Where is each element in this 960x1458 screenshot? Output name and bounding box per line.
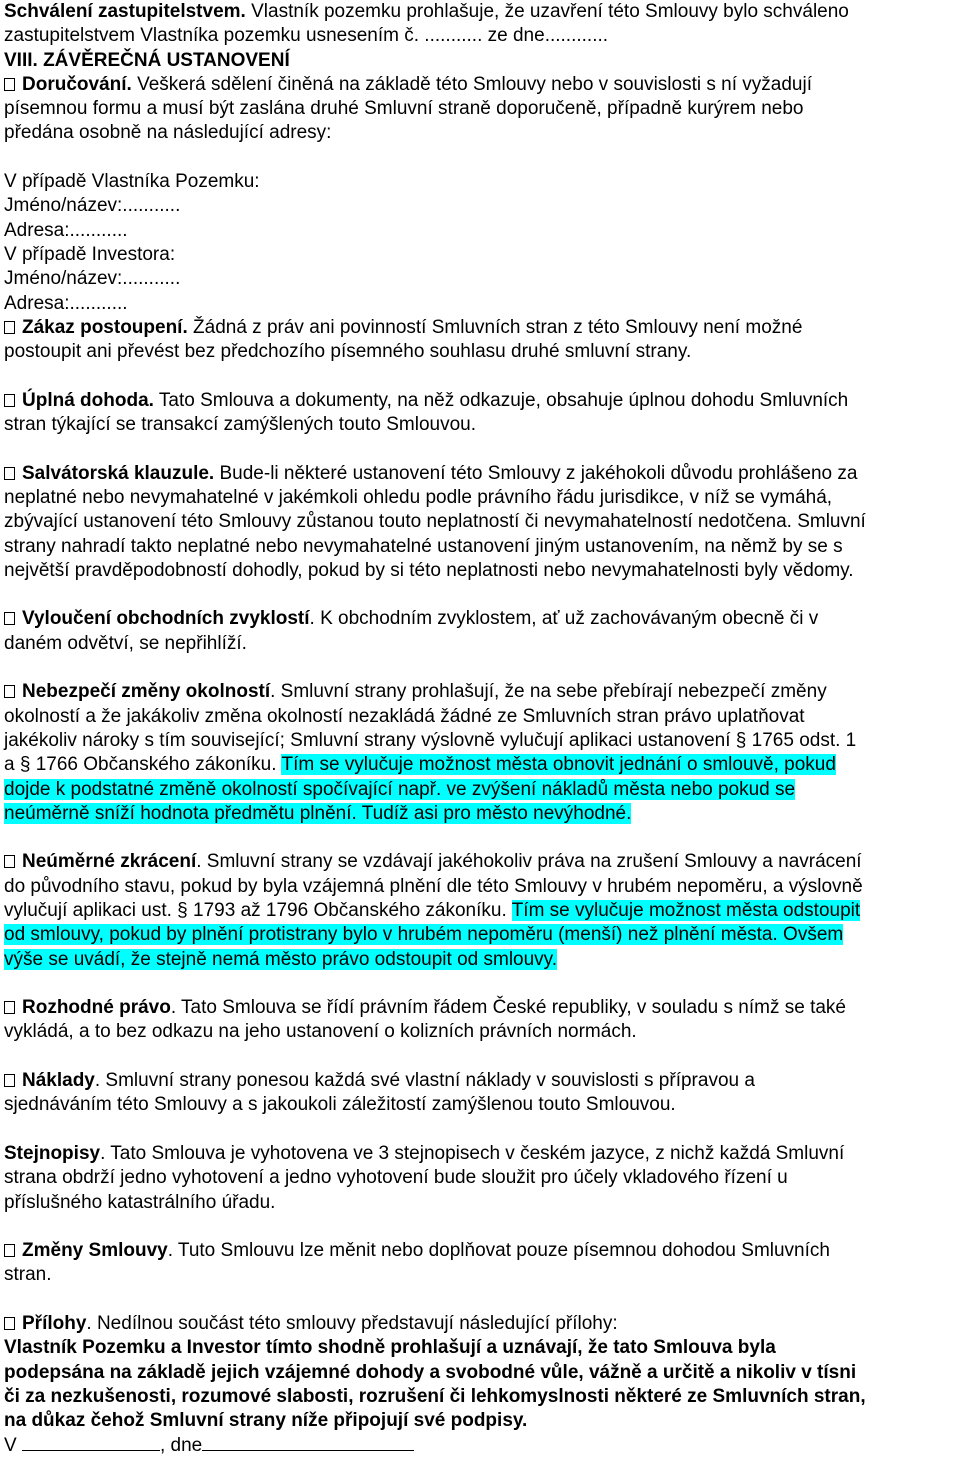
amendments-clause — [4, 1239, 956, 1288]
bullet-box-icon — [4, 1001, 15, 1014]
trade-usage-text-1: . K obchodním zvyklostem, ať už zachovávaným obecně či v — [309, 608, 819, 630]
address-investor-name: Jméno/název:........... — [4, 268, 181, 290]
bullet-box-icon — [4, 1317, 15, 1330]
highlighted-comment: výše se uvádí, že stejně nemá město právo odstoupit od smlouvy. — [4, 948, 558, 970]
address-investor-heading: V případě Investora: — [4, 243, 176, 265]
approval-title: Schválení zastupitelstvem. — [4, 1, 246, 22]
circumstances-title: Nebezpečí změny okolností — [22, 681, 271, 703]
costs-clause — [4, 1069, 956, 1118]
costs-text-2: sjednáváním této Smlouvy a s jakoukoli záležitostí zamýšlenou touto Smlouvou. — [4, 1094, 676, 1116]
governing-law-clause — [4, 996, 956, 1045]
governing-law-title: Rozhodné právo — [22, 997, 171, 1019]
severability-text-3: zbývající ustanovení této Smlouvy zůstanou touto neplatností či nevymahatelností nedotčena. Smluvní — [4, 511, 866, 533]
amendments-text-1: . Tuto Smlouvu lze měnit nebo doplňovat pouze písemnou dohodou Smluvních — [167, 1240, 830, 1262]
bullet-box-icon — [4, 612, 15, 625]
circumstances-text-3: jakékoliv nároky s tím související; Smluvní strany výslovně vylučují aplikaci ustanovení § 1765 odst. 1 — [4, 729, 857, 751]
section-heading: VIII. ZÁVĚREČNÁ USTANOVENÍ — [4, 49, 290, 71]
assignment-ban-clause — [4, 316, 956, 365]
assignment-ban-title: Zákaz postoupení. — [22, 316, 188, 338]
attachments-text-1: . Nedílnou součást této smlouvy představují následující přílohy: — [86, 1313, 618, 1335]
disproportion-text-2: do původního stavu, pokud by byla vzájemná plnění dle této Smlouvy v hrubém nepoměru, a výslovně — [4, 875, 863, 897]
signature-place-date — [4, 1434, 956, 1458]
severability-text-1: Bude-li některé ustanovení této Smlouvy z jakéhokoli důvodu prohlášeno za — [214, 462, 858, 484]
severability-text-5: největší pravděpodobností dohodly, pokud by si této neplatnosti nebo nevymahatelnosti byly vědomy. — [4, 559, 854, 581]
disproportion-text-1: . Smluvní strany se vzdávají jakéhokoliv práva na zrušení Smlouvy a navrácení — [196, 851, 862, 873]
delivery-text-1: Veškerá sdělení činěná na základě této Smlouvy nebo v souvislosti s ní vyžadují — [131, 73, 812, 95]
delivery-clause — [4, 73, 956, 316]
bullet-box-icon — [4, 467, 15, 480]
bullet-box-icon — [4, 394, 15, 407]
entire-agreement-clause — [4, 389, 956, 438]
place-blank — [22, 1434, 160, 1451]
delivery-title: Doručování. — [22, 73, 132, 95]
entire-agreement-text-2: stran týkající se transakcí zamýšlených touto Smlouvou. — [4, 414, 477, 436]
highlighted-comment: od smlouvy, pokud by plnění protistrany bylo v hrubém nepoměru (menší) než plnění města. Ovšem — [4, 924, 844, 946]
counterparts-text-1: . Tato Smlouva je vyhotovena ve 3 stejnopisech v českém jazyce, z nichž každá Smluvní — [100, 1142, 845, 1164]
assignment-ban-text-2: postoupit ani převést bez předchozího písemného souhlasu druhé smluvní strany. — [4, 341, 692, 363]
entire-agreement-title: Úplná dohoda. — [22, 389, 154, 411]
address-owner-address: Adresa:........... — [4, 219, 128, 241]
bullet-box-icon — [4, 1074, 15, 1087]
disproportion-clause — [4, 850, 956, 971]
declaration-text-4: na důkaz čehož Smluvní strany níže připojují své podpisy. — [4, 1410, 528, 1432]
disproportion-title: Neúměrné zkrácení — [22, 851, 197, 873]
date-label: , dne — [159, 1434, 203, 1456]
date-blank — [202, 1434, 414, 1451]
counterparts-text-3: příslušného katastrálního úřadu. — [4, 1191, 276, 1213]
amendments-text-2: stran. — [4, 1264, 52, 1286]
circumstances-text-2: okolností a že jakákoliv změna okolností nezakládá žádné ze Smluvních stran právo uplatňovat — [4, 705, 805, 727]
severability-text-2: neplatné nebo nevymahatelné v jakémkoli ohledu podle právního řádu jurisdikce, v níž se vymáhá, — [4, 486, 833, 508]
circumstances-text-1: . Smluvní strany prohlašují, že na sebe přebírají nebezpečí změny — [270, 681, 827, 703]
entire-agreement-text-1: Tato Smlouva a dokumenty, na něž odkazuje, obsahuje úplnou dohodu Smluvních — [153, 389, 849, 411]
severability-clause — [4, 462, 956, 583]
attachments-clause — [4, 1312, 956, 1433]
bullet-box-icon — [4, 78, 15, 91]
disproportion-text-3: vylučují aplikaci ust. § 1793 až 1796 Občanského zákoníku. — [4, 899, 512, 921]
approval-clause — [4, 0, 956, 49]
delivery-text-3: předána osobně na následující adresy: — [4, 122, 332, 144]
bullet-box-icon — [4, 1244, 15, 1257]
assignment-ban-text-1: Žádná z práv ani povinností Smluvních stran z této Smlouvy není možné — [187, 316, 803, 338]
costs-title: Náklady — [22, 1070, 95, 1092]
bullet-box-icon — [4, 321, 15, 334]
governing-law-text-1: . Tato Smlouva se řídí právním řádem České republiky, v souladu s nímž se také — [170, 997, 846, 1019]
trade-usage-text-2: daném odvětví, se nepřihlíží. — [4, 632, 247, 654]
declaration-text-2: podepsána na základě jejich vzájemné dohody a svobodné vůle, vážně a určitě a nikoliv v tísni — [4, 1361, 857, 1383]
place-label: V — [4, 1434, 17, 1456]
delivery-text-2: písemnou formu a musí být zaslána druhé Smluvní straně doporučeně, případně kurýrem nebo — [4, 98, 804, 120]
change-of-circumstances-clause — [4, 680, 956, 826]
counterparts-clause — [4, 1142, 956, 1215]
declaration-text-3: či za nezkušenosti, rozumové slabosti, rozrušení či lehkomyslnosti některé ze Smluvních stran, — [4, 1385, 866, 1407]
declaration-text-1: Vlastník Pozemku a Investor tímto shodně prohlašují a uznávají, že tato Smlouva byla — [4, 1337, 776, 1359]
approval-text-1: Vlastník pozemku prohlašuje, že uzavření této Smlouvy bylo schváleno — [245, 1, 849, 22]
severability-text-4: strany nahradí takto neplatné nebo nevymahatelné ustanovení jiným ustanovením, na němž by se s — [4, 535, 843, 557]
bullet-box-icon — [4, 855, 15, 868]
highlighted-comment: neúměrně sníží hodnota předmětu plnění. Tudíž asi pro město nevýhodné. — [4, 802, 632, 824]
address-owner-name: Jméno/název:........... — [4, 195, 181, 217]
circumstances-text-4: a § 1766 Občanského zákoníku. — [4, 754, 282, 776]
approval-text-2: zastupitelstvem Vlastníka pozemku usnesením č. ........... ze dne............ — [4, 25, 609, 47]
highlighted-comment: Tím se vylučuje možnost města odstoupit — [511, 899, 861, 921]
attachments-title: Přílohy — [22, 1313, 87, 1335]
highlighted-comment: dojde k podstatné změně okolností spočívající např. ve zvýšení nákladů města nebo pokud se — [4, 778, 796, 800]
severability-title: Salvátorská klauzule. — [22, 462, 215, 484]
counterparts-text-2: strana obdrží jedno vyhotovení a jedno vyhotovení bude sloužit pro účely vkladového řízení u — [4, 1167, 788, 1189]
governing-law-text-2: vykládá, a to bez odkazu na jeho ustanovení o kolizních právních normách. — [4, 1021, 637, 1043]
costs-text-1: . Smluvní strany ponesou každá své vlastní náklady v souvislosti s přípravou a — [94, 1070, 755, 1092]
highlighted-comment: Tím se vylučuje možnost města obnovit jednání o smlouvě, pokud — [281, 754, 836, 776]
address-investor-address: Adresa:........... — [4, 292, 128, 314]
amendments-title: Změny Smlouvy — [22, 1240, 168, 1262]
trade-usage-title: Vyloučení obchodních zvyklostí — [22, 608, 310, 630]
bullet-box-icon — [4, 685, 15, 698]
trade-usage-clause — [4, 607, 956, 656]
address-owner-heading: V případě Vlastníka Pozemku: — [4, 171, 260, 193]
counterparts-title: Stejnopisy — [4, 1142, 101, 1164]
